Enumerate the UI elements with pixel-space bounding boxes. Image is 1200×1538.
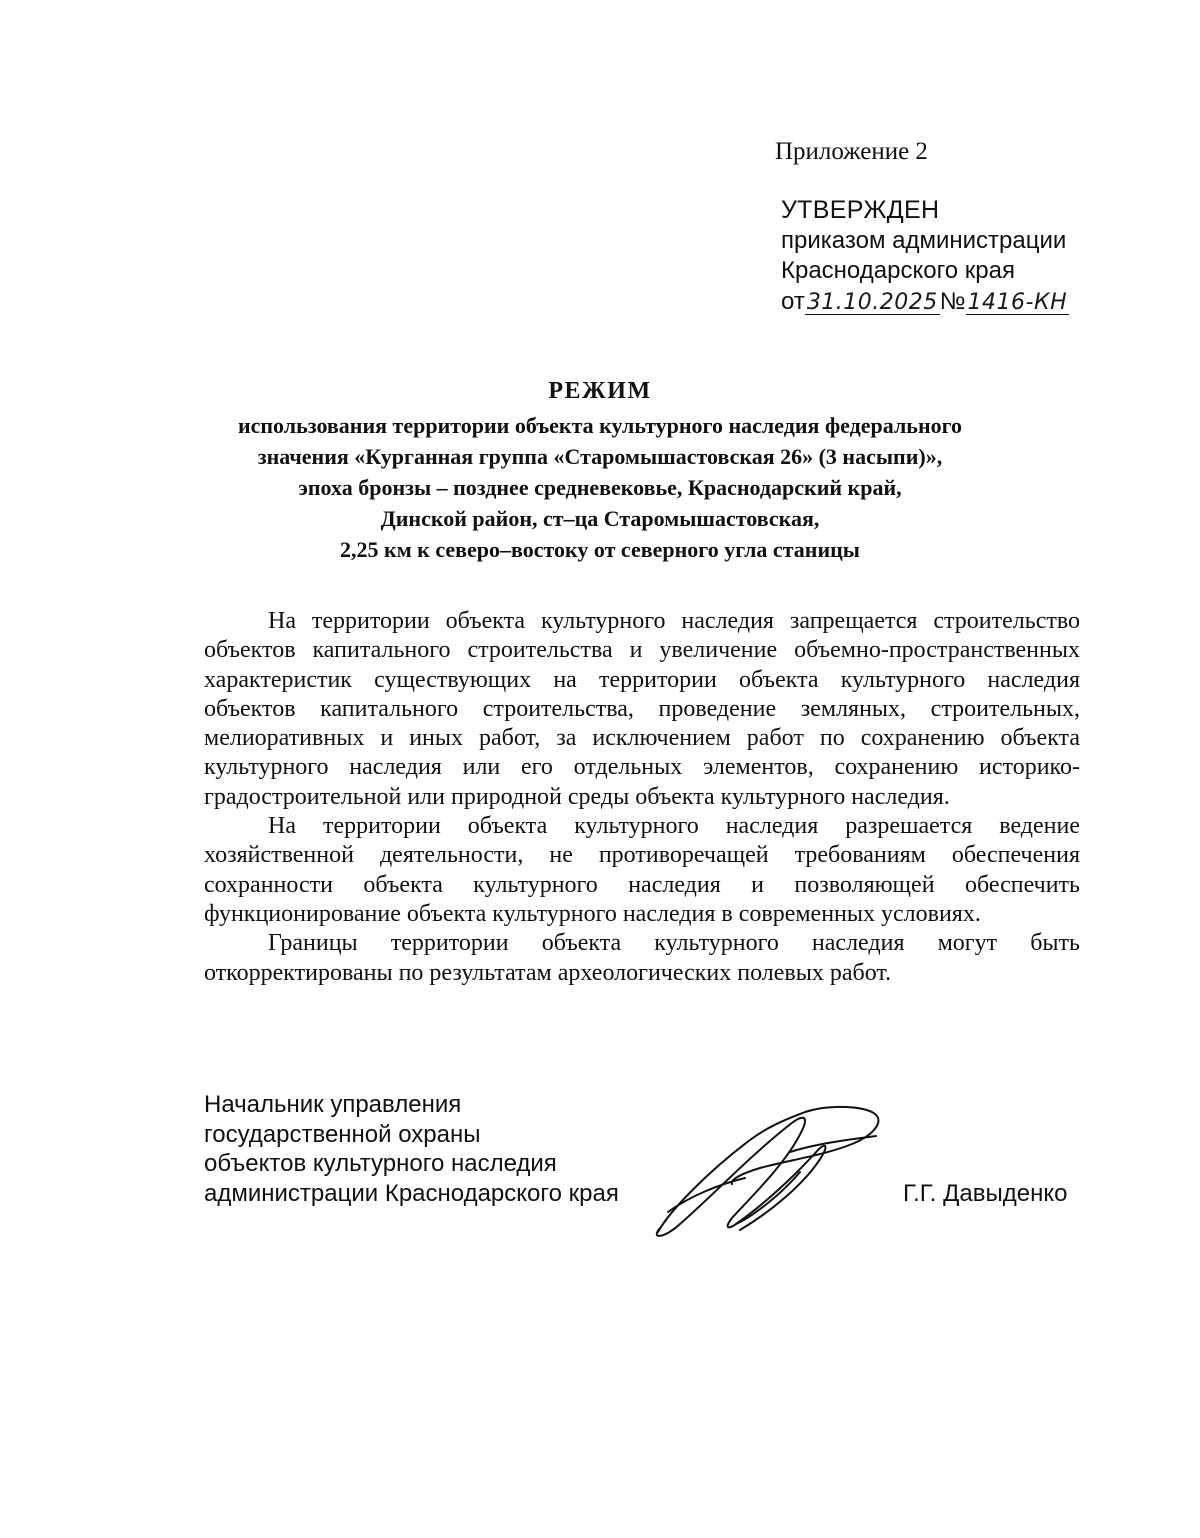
handwritten-date: 31.10.2025 [806,289,938,315]
heading-title: РЕЖИМ [548,378,652,404]
appendix-label: Приложение 2 [775,138,928,165]
signatory-position-line: объектов культурного наследия [204,1150,557,1177]
heading-line: эпоха бронзы – позднее средневековье, Краснодарский край, [298,475,902,500]
signatory-position [204,1090,619,1208]
approval-date-number [781,287,1069,318]
number-prefix: № [939,287,966,315]
approval-block [781,195,1069,317]
approval-order-line: приказом администрации [781,226,1067,254]
handwritten-number: 1416-КН [967,289,1068,315]
signatory-name: Г.Г. Давыденко [903,1180,1068,1207]
body-paragraph-boundaries: Границы территории объекта культурного наследия могут быть откорректированы по результатам археологических полевых работ. [204,930,1080,986]
body-paragraph-permissions: На территории объекта культурного наследия разрешается ведение хозяйственной деятельности, не противоречащей требованиям обеспечения сохранности объекта культурного наследия и позволяющей обеспечить функционирование объекта культурного наследия в современных условиях. [204,813,1080,927]
approval-title: УТВЕРЖДЕН [781,196,940,224]
document-body [204,607,1080,988]
body-paragraph-prohibitions: На территории объекта культурного наследия запрещается строительство объектов капитального строительства и увеличение объемно-пространственных характеристик существующих на территории объекта культурного наследия объектов капитального строительства, проведение земляных, строительных, мелиоративных и иных работ, за исключением работ по сохранению объекта культурного наследия или его отдельных элементов, сохранению историко-градостроительной или природной среды объекта культурного наследия. [204,608,1080,810]
heading-line: Динской район, ст–ца Старомышастовская, [380,506,820,531]
approval-authority-line: Краснодарского края [781,257,1015,284]
signatory-position-line: администрации Краснодарского края [204,1179,619,1207]
document-heading [160,376,1040,565]
handwritten-signature [640,1100,890,1250]
heading-line: использования территории объекта культурного наследия федерального [237,413,963,438]
date-prefix: от [781,287,805,315]
signatory-position-line: Начальник управления [204,1091,462,1118]
signatory-position-line: государственной охраны [204,1120,481,1148]
heading-line: значения «Курганная группа «Старомышастовская 26» (3 насыпи)», [257,444,943,469]
heading-line: 2,25 км к северо–востоку от северного угла станицы [340,537,860,562]
